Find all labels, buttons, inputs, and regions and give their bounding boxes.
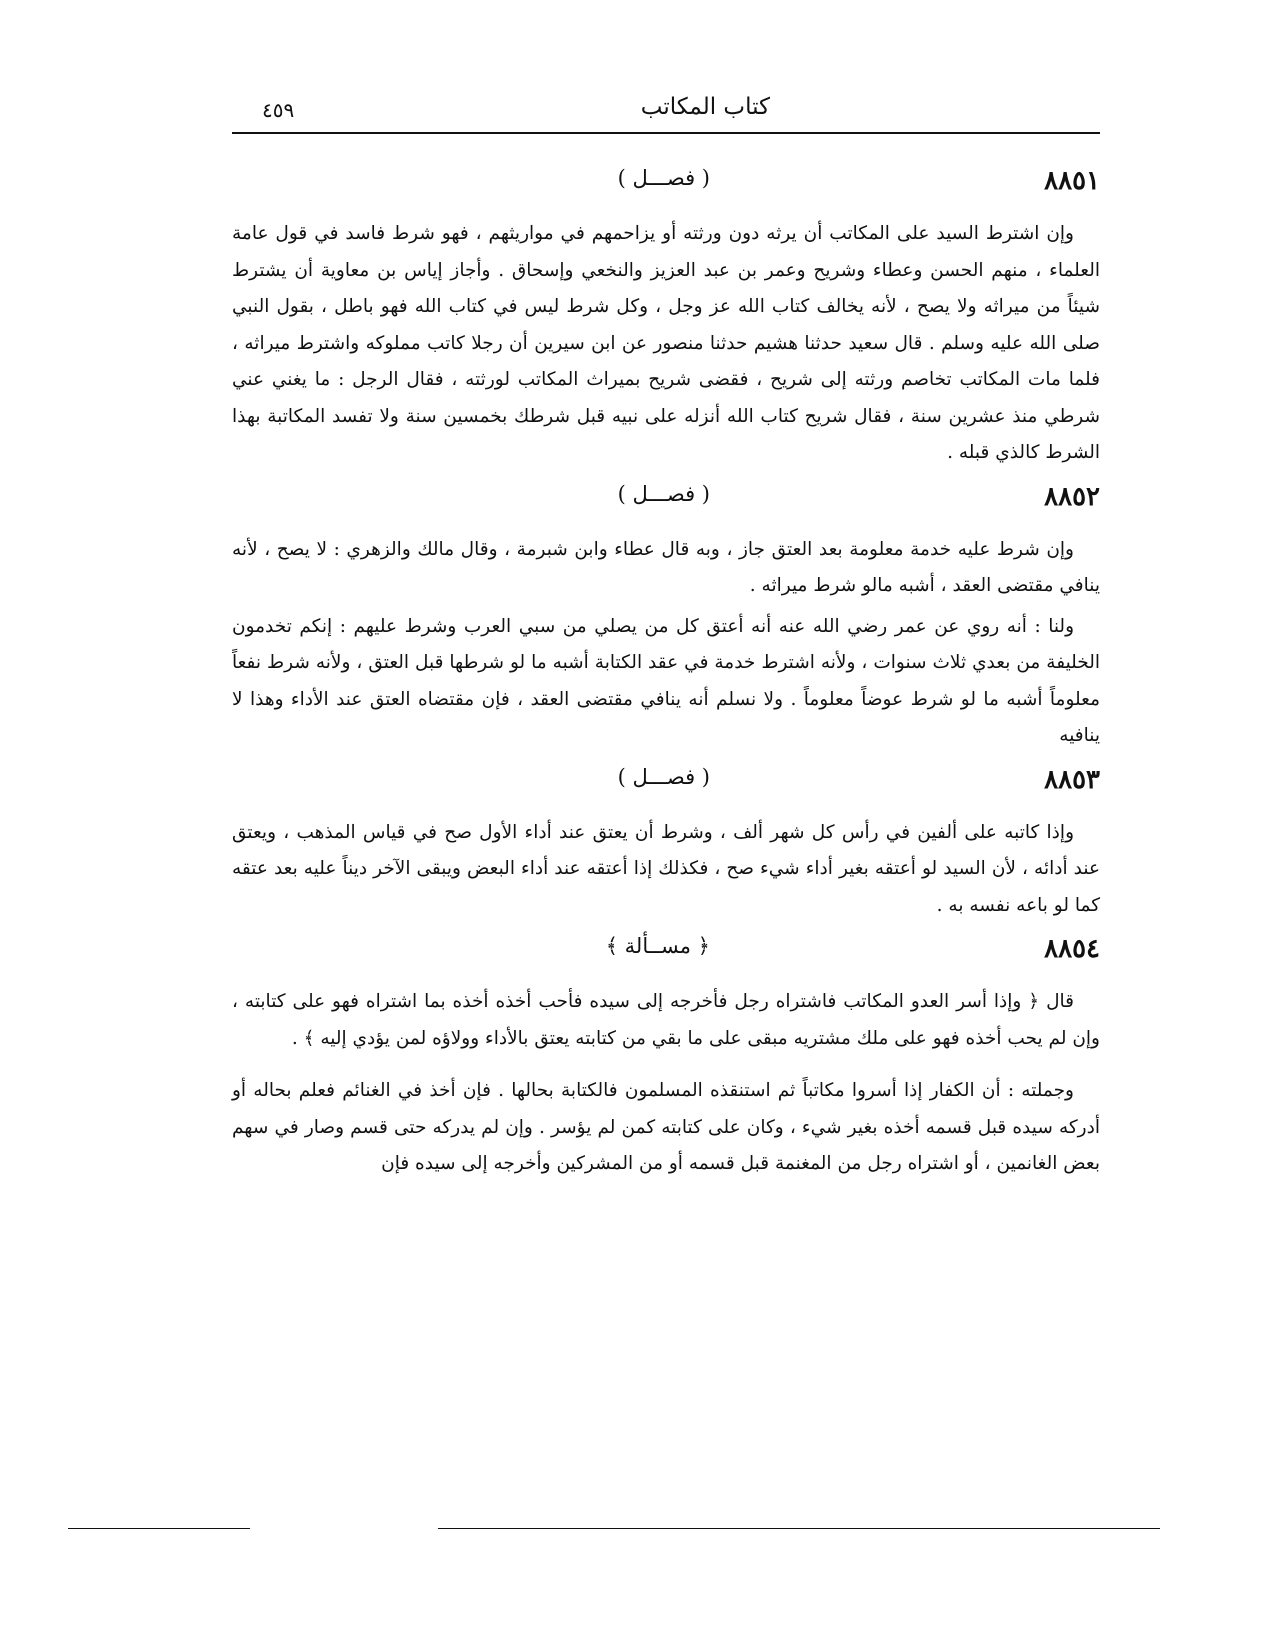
section-heading (232, 476, 1100, 532)
paragraph-gap (232, 1061, 1100, 1073)
paragraph: وإن اشترط السيد على المكاتب أن يرثه دون ورثته أو يزاحمهم في مواريثهم ، فهو شرط فاسد في قول عامة العلماء ، منهم الحسن وعطاء وشريح وعمر بن عبد العزيز والنخعي وإسحاق . وأجاز إياس بن معاوية أن يشترط شيئاً من ميراثه ولا يصح ، لأنه يخالف كتاب الله عز وجل ، وكل شرط ليس في كتاب الله فهو باطل ، بقول النبي صلى الله عليه وسلم . قال سعيد حدثنا هشيم حدثنا منصور عن ابن سيرين أن رجلا كاتب مملوكه واشترط ميراثه ، فلما مات المكاتب تخاصم ورثته إلى شريح ، فقضى شريح بميراث المكاتب لورثته ، فقال الرجل : ما يغني عني شرطي منذ عشرين سنة ، فقال شريح كتاب الله أنزله على نبيه قبل شرطك بخمسين سنة ولا تفسد المكاتبة بهذا الشرط كالذي قبله . (232, 223, 1100, 463)
book-title: كتاب المكاتب (640, 94, 770, 120)
paragraph: قال ﴿ وإذا أسر العدو المكاتب فاشتراه رجل فأخرجه إلى سيده فأحب أخذه أخذه بما اشتراه فهو على كتابته ، وإن لم يحب أخذه فهو على ملك مشتريه مبقى على ما بقي من كتابته يعتق بالأداء وولاؤه لمن يؤدي إليه ﴾ . (232, 991, 1100, 1049)
section-heading (232, 160, 1100, 216)
page-body (232, 160, 1100, 1187)
section-heading (232, 759, 1100, 815)
paragraph: ولنا : أنه روي عن عمر رضي الله عنه أنه أعتق كل من يصلي من سبي العرب وشرط عليهم : إنكم تخدمون الخليفة من بعدي ثلاث سنوات ، ولأنه اشترط خدمة في عقد الكتابة أشبه ما لو شرطها قبل العتق ، ولأنه شرط نفعاً معلوماً أشبه ما لو شرط عوضاً معلوماً . ولا نسلم أنه ينافي مقتضى العقد ، فإن مقتضاه العتق عند الأداء وهذا لا ينافيه (232, 615, 1100, 746)
section-8854 (232, 928, 1100, 1183)
section-8853 (232, 759, 1100, 925)
section-title: ( فصـــل ) (617, 166, 710, 190)
header-rule (232, 132, 1100, 134)
paragraph: وإذا كاتبه على ألفين في رأس كل شهر ألف ، وشرط أن يعتق عند أداء الأول صح في قياس المذهب ، ويعتق عند أدائه ، لأن السيد لو أعتقه بغير أداء شيء صح ، فكذلك إذا أعتقه عند أداء البعض ويبقى الآخر ديناً عليه بعد عتقه كما لو باعه نفسه به . (232, 821, 1100, 916)
section-number: ٨٨٥٣ (1044, 764, 1100, 795)
section-8852 (232, 476, 1100, 755)
page-number: ٤٥٩ (262, 98, 295, 122)
running-header (232, 90, 1100, 130)
footnote-rule-short (68, 1528, 250, 1529)
section-title: ﴿ مســألة ﴾ (605, 934, 710, 958)
section-title: ( فصـــل ) (617, 481, 710, 506)
section-title: ( فصـــل ) (617, 764, 710, 789)
section-8851 (232, 160, 1100, 472)
paragraph: وإن شرط عليه خدمة معلومة بعد العتق جاز ، وبه قال عطاء وابن شبرمة ، وقال مالك والزهري : لا يصح ، لأنه ينافي مقتضى العقد ، أشبه مالو شرط ميراثه . (232, 538, 1100, 596)
section-number: ٨٨٥٢ (1044, 481, 1100, 512)
paragraph: وجملته : أن الكفار إذا أسروا مكاتباً ثم استنقذه المسلمون فالكتابة بحالها . فإن أخذ في الغنائم فعلم بحاله أو أدركه سيده قبل قسمه أخذه بغير شيء ، وكان على كتابته كمن لم يؤسر . وإن لم يدركه حتى قسم وصار في سهم بعض الغانمين ، أو اشتراه رجل من المغنمة قبل قسمه أو من المشركين وأخرجه إلى سيده فإن (232, 1080, 1100, 1174)
section-heading (232, 928, 1100, 984)
footnote-rule-long (438, 1528, 1160, 1529)
section-number: ٨٨٥١ (1044, 166, 1100, 196)
section-number: ٨٨٥٤ (1044, 934, 1100, 964)
